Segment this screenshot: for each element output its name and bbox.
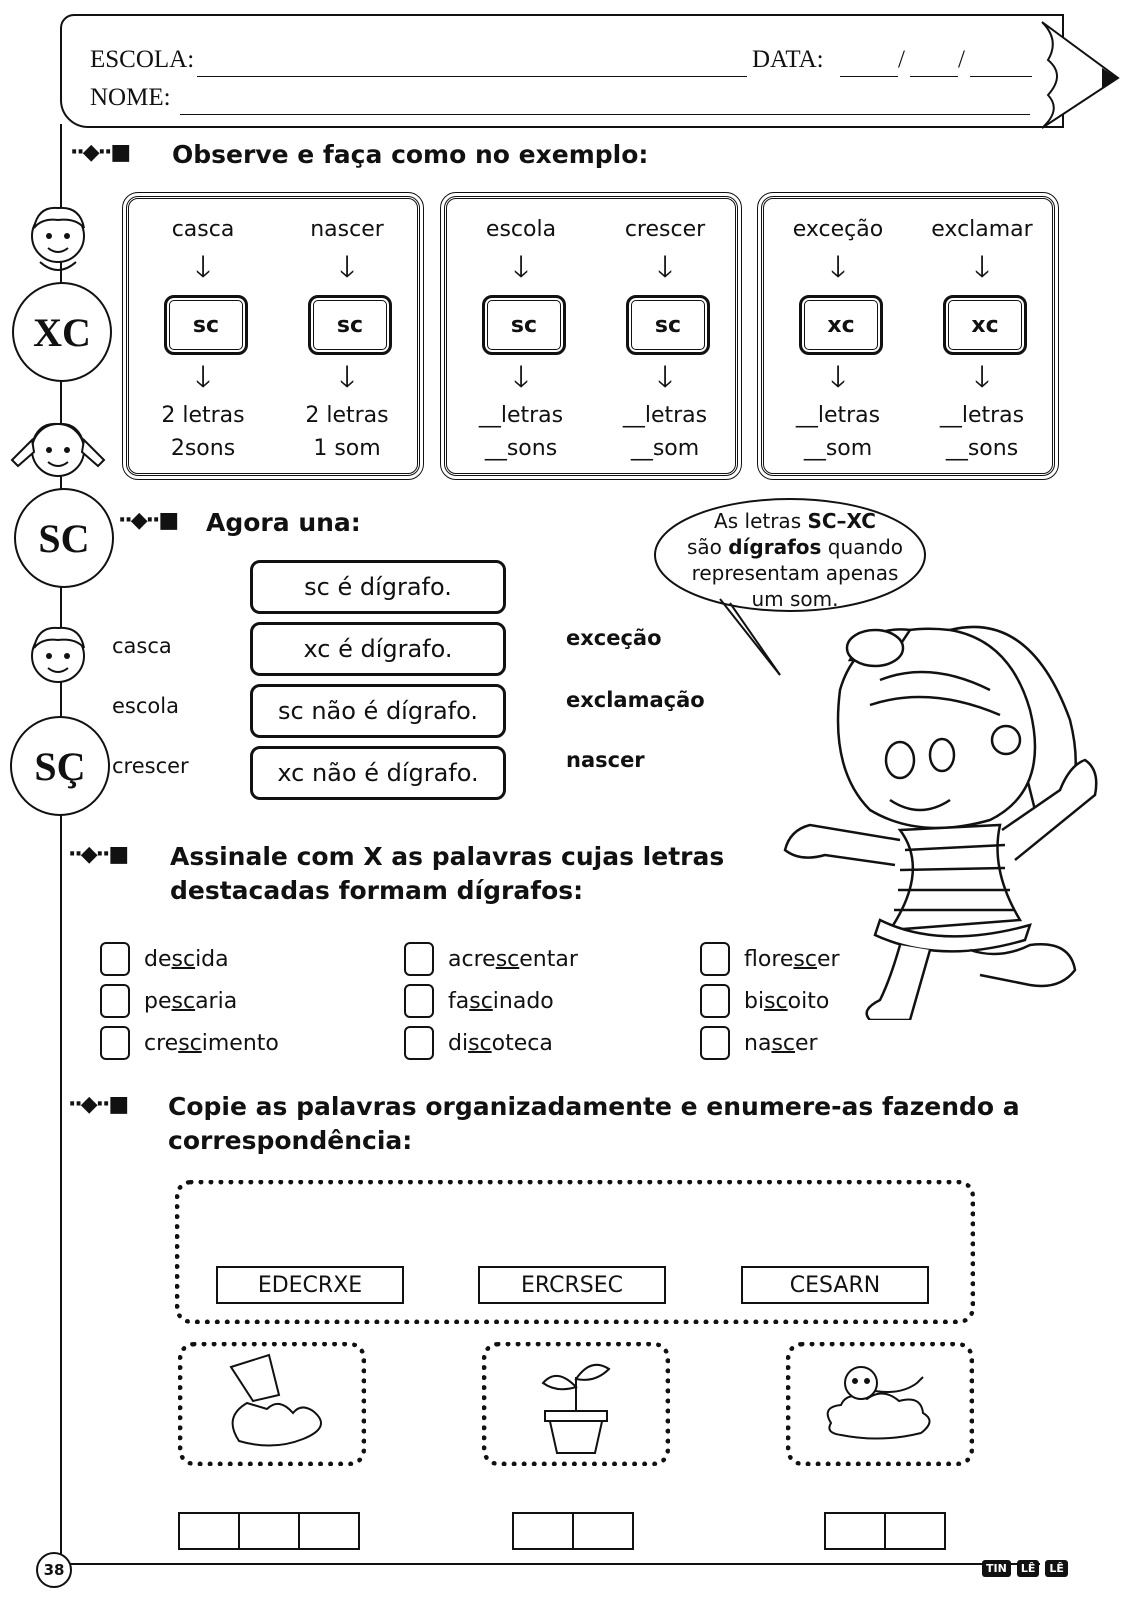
left-word-escola[interactable]: escola [112, 694, 179, 718]
logo-le: LÊ [1017, 1560, 1040, 1577]
option-sc-nao-digrafo[interactable]: sc não é dígrafo. [250, 684, 506, 738]
answer-cells-1 [178, 1512, 360, 1550]
answer-cell[interactable] [574, 1512, 634, 1550]
answer-cell[interactable] [178, 1512, 240, 1550]
letters-count[interactable]: 2 letras [161, 403, 245, 428]
check-item[interactable] [404, 1026, 553, 1060]
arrow-down-icon: 🡓 [657, 250, 673, 285]
word-suffix: er [795, 1030, 818, 1056]
baby-cloud-icon [791, 1347, 969, 1461]
girl-face-icon [8, 410, 108, 500]
answer-cell[interactable] [886, 1512, 946, 1550]
arrow-down-icon: 🡓 [339, 360, 355, 395]
logo-le-2: LÊ [1045, 1560, 1068, 1577]
word-suffix: ida [195, 946, 229, 972]
arrow-down-icon: 🡓 [513, 250, 529, 285]
sounds-count[interactable]: 2sons [170, 436, 236, 461]
check-item[interactable] [404, 984, 554, 1018]
left-word-crescer[interactable]: crescer [112, 754, 189, 778]
check-word [744, 1031, 818, 1056]
check-word [144, 947, 229, 972]
year-field[interactable] [970, 76, 1032, 77]
digraph-box: sc [626, 295, 710, 355]
speech-bubble-text [660, 508, 930, 612]
answer-cells-3 [824, 1512, 946, 1550]
word-prefix: bi [744, 988, 765, 1014]
example-group-2 [444, 196, 738, 476]
check-item[interactable] [100, 942, 229, 976]
sounds-count[interactable]: 1 som [313, 436, 381, 461]
day-field[interactable] [840, 76, 898, 77]
letters-count[interactable]: 2 letras [305, 403, 389, 428]
checkbox[interactable] [100, 942, 130, 976]
word-highlight: sc [171, 988, 196, 1014]
page-number: 38 [36, 1552, 72, 1588]
checkbox[interactable] [100, 1026, 130, 1060]
word-prefix: fa [448, 988, 470, 1014]
word-suffix: oito [787, 988, 830, 1014]
boy-face-icon [18, 200, 98, 290]
section4-bullet-icon: ··◆··■ [68, 1092, 128, 1117]
arrow-down-icon: 🡓 [195, 360, 211, 395]
nome-field[interactable] [180, 114, 1030, 115]
checkbox[interactable] [404, 984, 434, 1018]
example-word: escola [485, 217, 557, 242]
section3-title-line2: destacadas formam dígrafos: [170, 876, 584, 905]
section4-title-line1: Copie as palavras organizadamente e enumere-as fazendo a [168, 1092, 1020, 1121]
word-highlight: sc [771, 1030, 795, 1056]
check-word [744, 947, 840, 972]
checkbox[interactable] [404, 942, 434, 976]
letters-count[interactable]: __letras [622, 403, 708, 428]
arrow-down-icon: 🡓 [657, 360, 673, 395]
bubble-line2b: dígrafos [728, 535, 822, 559]
check-item[interactable] [700, 1026, 818, 1060]
example-group-1 [126, 196, 420, 476]
scrambled-word-1: EDECRXE [216, 1266, 404, 1304]
scrambled-word-2: ERCRSEC [478, 1266, 666, 1304]
check-item[interactable] [404, 942, 578, 976]
digraph-box: sc [482, 295, 566, 355]
check-word [144, 989, 237, 1014]
circle-xc: XC [12, 282, 112, 382]
word-prefix: na [744, 1030, 772, 1056]
arrow-down-icon: 🡓 [974, 360, 990, 395]
check-word [144, 1031, 279, 1056]
check-item[interactable] [700, 942, 840, 976]
word-highlight: sc [171, 946, 196, 972]
data-label: DATA: [752, 46, 824, 73]
check-word [448, 1031, 553, 1056]
word-prefix: flore [744, 946, 794, 972]
publisher-logo [982, 1560, 1068, 1577]
section3-bullet-icon: ··◆··■ [68, 842, 128, 867]
section1-bullet-icon: ··◆··■ [70, 140, 130, 165]
answer-cell[interactable] [512, 1512, 574, 1550]
right-word-exclamacao[interactable]: exclamação [566, 688, 705, 712]
checkbox[interactable] [700, 1026, 730, 1060]
option-sc-digrafo[interactable]: sc é dígrafo. [250, 560, 506, 614]
check-word [448, 989, 554, 1014]
section4-title-line2: correspondência: [168, 1126, 413, 1155]
section1-title: Observe e faça como no exemplo: [172, 140, 649, 169]
check-item[interactable] [100, 1026, 279, 1060]
answer-cell[interactable] [824, 1512, 886, 1550]
spilled-cup-icon [183, 1347, 361, 1461]
picture-box-2 [482, 1342, 670, 1466]
check-item[interactable] [100, 984, 237, 1018]
word-prefix: cre [144, 1030, 179, 1056]
scrambled-word-3: CESARN [741, 1266, 929, 1304]
word-prefix: de [144, 946, 172, 972]
check-word [744, 989, 829, 1014]
bubble-line2a: são [686, 535, 729, 559]
logo-tin: TIN [982, 1560, 1011, 1577]
word-highlight: sc [793, 946, 817, 972]
sounds-count[interactable]: __sons [945, 436, 1019, 461]
check-item[interactable] [700, 984, 829, 1018]
arrow-down-icon: 🡓 [830, 250, 846, 285]
word-suffix: oteca [491, 1030, 553, 1056]
word-suffix: aria [195, 988, 238, 1014]
sounds-count[interactable]: __som [803, 436, 873, 461]
section2-title: Agora una: [206, 508, 361, 537]
example-word: nascer [310, 217, 384, 242]
word-highlight: sc [178, 1030, 202, 1056]
arrow-down-icon: 🡓 [195, 250, 211, 285]
word-suffix: inado [492, 988, 554, 1014]
answer-cells-2 [512, 1512, 634, 1550]
pencil-tip-icon [1040, 20, 1120, 130]
section2-bullet-icon: ··◆··■ [118, 508, 178, 533]
digraph-box: xc [943, 295, 1027, 355]
digraph-box: sc [308, 295, 392, 355]
arrow-down-icon: 🡓 [513, 360, 529, 395]
date-sep-1: / [898, 46, 905, 73]
option-xc-nao-digrafo[interactable]: xc não é dígrafo. [250, 746, 506, 800]
checkbox[interactable] [100, 984, 130, 1018]
example-group-3 [761, 196, 1055, 476]
word-highlight: sc [764, 988, 788, 1014]
digraph-box: sc [164, 295, 248, 355]
bubble-line1b: SC–XC [807, 509, 876, 533]
escola-label: ESCOLA: [90, 46, 195, 73]
nome-label: NOME: [90, 84, 171, 111]
word-suffix: entar [519, 946, 578, 972]
boy-face-icon-2 [18, 620, 98, 710]
letters-count[interactable]: __letras [478, 403, 564, 428]
arrow-down-icon: 🡓 [830, 360, 846, 395]
answer-cell[interactable] [300, 1512, 360, 1550]
example-word: exceção [792, 217, 884, 242]
word-highlight: sc [495, 946, 520, 972]
picture-box-3 [786, 1342, 974, 1466]
digraph-box: xc [799, 295, 883, 355]
section3-title-line1: Assinale com X as palavras cujas letras [170, 842, 725, 871]
header-box [60, 14, 1064, 128]
circle-sc-cedilla: SÇ [10, 716, 110, 816]
example-word: exclamar [931, 217, 1033, 242]
checkbox[interactable] [700, 984, 730, 1018]
plant-pot-icon [487, 1347, 665, 1461]
word-prefix: di [448, 1030, 469, 1056]
picture-box-1 [178, 1342, 366, 1466]
example-word: casca [171, 217, 235, 242]
bubble-line1a: As letras [714, 509, 808, 533]
escola-field[interactable] [197, 76, 747, 77]
bubble-line2c: quando [821, 535, 904, 559]
arrow-down-icon: 🡓 [339, 250, 355, 285]
letters-count[interactable]: __letras [795, 403, 881, 428]
example-word: crescer [624, 217, 706, 242]
bubble-line4: um som. [751, 587, 839, 611]
word-suffix: er [816, 946, 840, 972]
word-prefix: acre [448, 946, 496, 972]
right-word-nascer[interactable]: nascer [566, 748, 645, 772]
word-prefix: pe [144, 988, 172, 1014]
arrow-down-icon: 🡓 [974, 250, 990, 285]
left-word-casca[interactable]: casca [112, 634, 172, 658]
date-sep-2: / [958, 46, 965, 73]
checkbox[interactable] [404, 1026, 434, 1060]
sounds-count[interactable]: __som [630, 436, 700, 461]
month-field[interactable] [910, 76, 958, 77]
answer-cell[interactable] [240, 1512, 300, 1550]
circle-sc: SC [14, 488, 114, 588]
letters-count[interactable]: __letras [939, 403, 1025, 428]
checkbox[interactable] [700, 942, 730, 976]
word-highlight: sc [468, 1030, 492, 1056]
bubble-line3: representam apenas [691, 561, 899, 585]
word-highlight: sc [469, 988, 493, 1014]
option-xc-digrafo[interactable]: xc é dígrafo. [250, 622, 506, 676]
sounds-count[interactable]: __sons [484, 436, 558, 461]
word-suffix: imento [201, 1030, 279, 1056]
right-word-excecao[interactable]: exceção [566, 626, 662, 650]
footer-line [60, 1563, 1040, 1565]
check-word [448, 947, 578, 972]
